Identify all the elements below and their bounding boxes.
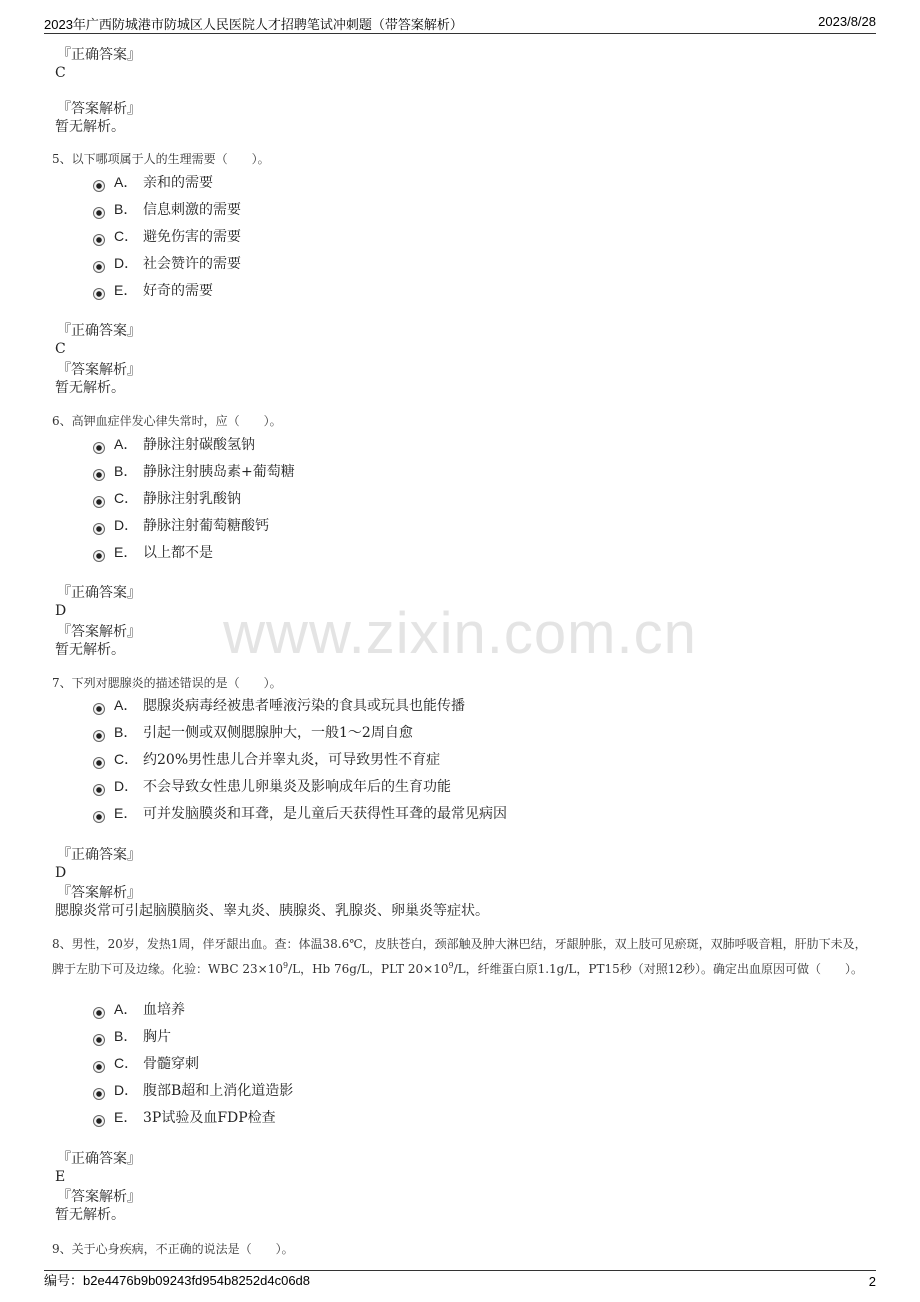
radio-icon[interactable]: [93, 757, 105, 769]
option-d[interactable]: D． 静脉注射葡萄糖酸钙: [93, 514, 269, 536]
radio-icon[interactable]: [93, 1034, 105, 1046]
radio-icon[interactable]: [93, 234, 105, 246]
radio-icon[interactable]: [93, 180, 105, 192]
option-d[interactable]: D． 腹部B超和上消化道造影: [93, 1079, 293, 1101]
option-c[interactable]: C． 静脉注射乳酸钠: [93, 487, 241, 509]
answer-label: 『正确答案』: [57, 1151, 141, 1167]
question-5: 5、以下哪项属于人的生理需要（ ）。: [52, 152, 270, 166]
answer-label: 『正确答案』: [57, 585, 141, 601]
analysis-label: 『答案解析』: [57, 1189, 141, 1205]
option-a[interactable]: A． 亲和的需要: [93, 171, 213, 193]
analysis-text: 暂无解析。: [55, 642, 125, 658]
page-number: 2: [868, 1274, 876, 1289]
radio-icon[interactable]: [93, 550, 105, 562]
radio-icon[interactable]: [93, 288, 105, 300]
radio-icon[interactable]: [93, 1115, 105, 1127]
option-e[interactable]: E． 以上都不是: [93, 541, 213, 563]
radio-icon[interactable]: [93, 261, 105, 273]
answer-label: 『正确答案』: [57, 323, 141, 339]
document-code: 编号：b2e4476b9b09243fd954b8252d4c06d8: [44, 1273, 311, 1288]
analysis-text: 腮腺炎常可引起脑膜脑炎、睾丸炎、胰腺炎、乳腺炎、卵巢炎等症状。: [55, 903, 489, 919]
option-b[interactable]: B． 引起一侧或双侧腮腺肿大，一般1～2周自愈: [93, 721, 413, 743]
radio-icon[interactable]: [93, 811, 105, 823]
analysis-label: 『答案解析』: [57, 885, 141, 901]
answer-value: D: [55, 603, 67, 619]
answer-value: E: [55, 1169, 66, 1185]
question-6: 6、高钾血症伴发心律失常时，应（ ）。: [52, 414, 282, 428]
option-a[interactable]: A． 血培养: [93, 998, 185, 1020]
answer-value: C: [55, 65, 66, 81]
question-7: 7、下列对腮腺炎的描述错误的是（ ）。: [52, 676, 282, 690]
option-d[interactable]: D． 不会导致女性患儿卵巢炎及影响成年后的生育功能: [93, 775, 451, 797]
analysis-text: 暂无解析。: [55, 119, 125, 135]
analysis-label: 『答案解析』: [57, 362, 141, 378]
analysis-text: 暂无解析。: [55, 380, 125, 396]
option-b[interactable]: B． 静脉注射胰岛素+葡萄糖: [93, 460, 295, 482]
radio-icon[interactable]: [93, 469, 105, 481]
radio-icon[interactable]: [93, 1088, 105, 1100]
radio-icon[interactable]: [93, 730, 105, 742]
option-b[interactable]: B． 胸片: [93, 1025, 171, 1047]
question-8: 8、男性，20岁，发热1周，伴牙龈出血。查：体温38.6℃，皮肤苍白，颈部触及肿大淋巴结，牙龈肿胀，双上肢可见瘀斑，双肺呼吸音粗，肝肋下未及，脾于左肋下可及边缘。化验：WBC $23\times 10^9/L$，Hb 76g/L，PLT $20\times 10^9/L$，纤维蛋白原1.1g/L，PT15秒（对照12秒）。确定出血原因可做（ ）。: [52, 937, 867, 976]
option-c[interactable]: C． 避免伤害的需要: [93, 225, 241, 247]
option-a[interactable]: A． 静脉注射碳酸氢钠: [93, 433, 255, 455]
radio-icon[interactable]: [93, 496, 105, 508]
radio-icon[interactable]: [93, 784, 105, 796]
option-a[interactable]: A． 腮腺炎病毒经被患者唾液污染的食具或玩具也能传播: [93, 694, 465, 716]
option-b[interactable]: B． 信息刺激的需要: [93, 198, 241, 220]
analysis-label: 『答案解析』: [57, 101, 141, 117]
radio-icon[interactable]: [93, 207, 105, 219]
answer-label: 『正确答案』: [57, 47, 141, 63]
radio-icon[interactable]: [93, 442, 105, 454]
document-date: 2023/8/28: [818, 14, 876, 29]
option-e[interactable]: E． 可并发脑膜炎和耳聋，是儿童后天获得性耳聋的最常见病因: [93, 802, 507, 824]
option-c[interactable]: C． 骨髓穿刺: [93, 1052, 199, 1074]
radio-icon[interactable]: [93, 523, 105, 535]
answer-value: C: [55, 341, 66, 357]
radio-icon[interactable]: [93, 1007, 105, 1019]
analysis-label: 『答案解析』: [57, 624, 141, 640]
page-header: [44, 14, 876, 34]
answer-label: 『正确答案』: [57, 847, 141, 863]
analysis-text: 暂无解析。: [55, 1207, 125, 1223]
answer-value: D: [55, 865, 67, 881]
page-footer: [44, 1270, 876, 1289]
option-e[interactable]: E． 3P试验及血FDP检查: [93, 1106, 276, 1128]
option-d[interactable]: D． 社会赞许的需要: [93, 252, 241, 274]
question-9: 9、关于心身疾病，不正确的说法是（ ）。: [52, 1242, 294, 1256]
option-c[interactable]: C． 约20%男性患儿合并睾丸炎，可导致男性不育症: [93, 748, 440, 770]
option-e[interactable]: E． 好奇的需要: [93, 279, 213, 301]
document-title: 2023年广西防城港市防城区人民医院人才招聘笔试冲刺题（带答案解析）: [44, 17, 463, 32]
radio-icon[interactable]: [93, 1061, 105, 1073]
radio-icon[interactable]: [93, 703, 105, 715]
watermark: www.zixin.com.cn: [223, 601, 697, 666]
